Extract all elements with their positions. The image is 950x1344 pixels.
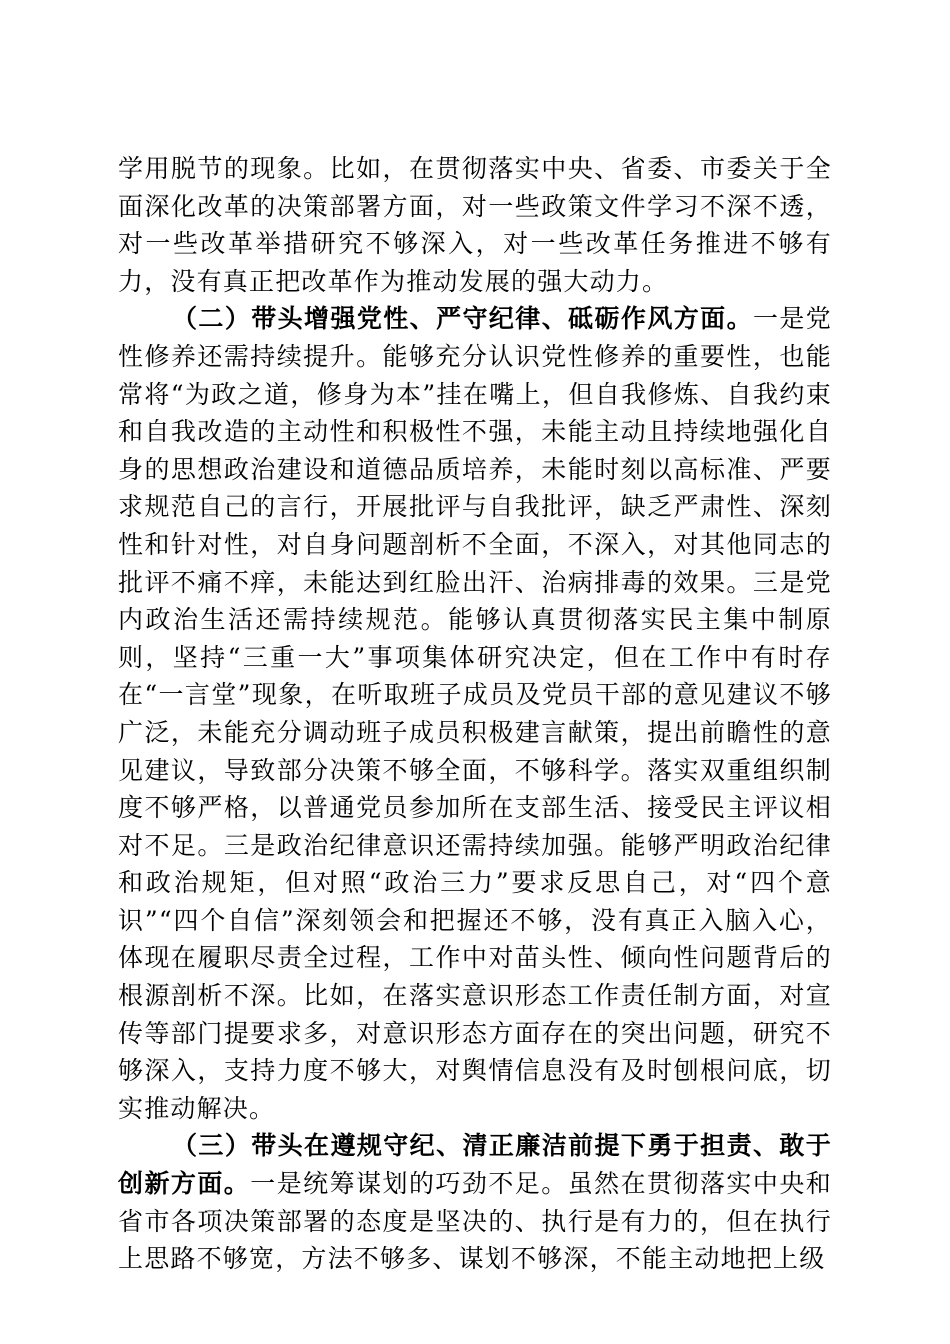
document-page <box>118 150 832 1278</box>
section-heading: （三）带头在遵规守纪、清正廉洁前提下勇于担责、敢于创新方面。 <box>118 1131 832 1199</box>
paragraph-text: 学用脱节的现象。比如，在贯彻落实中央、省委、市委关于全面深化改革的决策部署方面，对一些政策文件学习不深不透，对一些改革举措研究不够深入，对一些改革任务推进不够有力，没有真正把改革作为推动发展的强大动力。 <box>118 154 832 296</box>
paragraph-continuation <box>118 150 832 300</box>
paragraph-text: 一是党性修养还需持续提升。能够充分认识党性修养的重要性，也能常将“为政之道，修身为本”挂在嘴上，但自我修炼、自我约束和自我改造的主动性和积极性不强，未能主动且持续地强化自身的思想政治建设和道德品质培养，未能时刻以高标准、严要求规范自己的言行，开展批评与自我批评，缺乏严肃性、深刻性和针对性，对自身问题剖析不全面，不深入，对其他同志的批评不痛不痒，未能达到红脸出汗、治病排毒的效果。三是党内政治生活还需持续规范。能够认真贯彻落实民主集中制原则，坚持“三重一大”事项集体研究决定，但在工作中有时存在“一言堂”现象，在听取班子成员及党员干部的意见建议不够广泛，未能充分调动班子成员积极建言献策，提出前瞻性的意见建议，导致部分决策不够全面，不够科学。落实双重组织制度不够严格，以普通党员参加所在支部生活、接受民主评议相对不足。三是政治纪律意识还需持续加强。能够严明政治纪律和政治规矩，但对照“政治三力”要求反思自己，对“四个意识”“四个自信”深刻领会和把握还不够，没有真正入脑入心，体现在履职尽责全过程，工作中对苗头性、倾向性问题背后的根源剖析不深。比如，在落实意识形态工作责任制方面，对宣传等部门提要求多，对意识形态方面存在的突出问题，研究不够深入，支持力度不够大，对舆情信息没有及时刨根问底，切实推动解决。 <box>118 304 833 1123</box>
section-heading: （二）带头增强党性、严守纪律、砥砺作风方面。 <box>172 304 753 334</box>
paragraph-section-3 <box>118 1127 832 1277</box>
paragraph-section-2 <box>118 300 832 1127</box>
paragraph-text: 一是统筹谋划的巧劲不足。虽然在贯彻落实中央和省市各项决策部署的态度是坚决的、执行是有力的，但在执行上思路不够宽，方法不够多、谋划不够深，不能主动地把上级 <box>118 1169 832 1274</box>
